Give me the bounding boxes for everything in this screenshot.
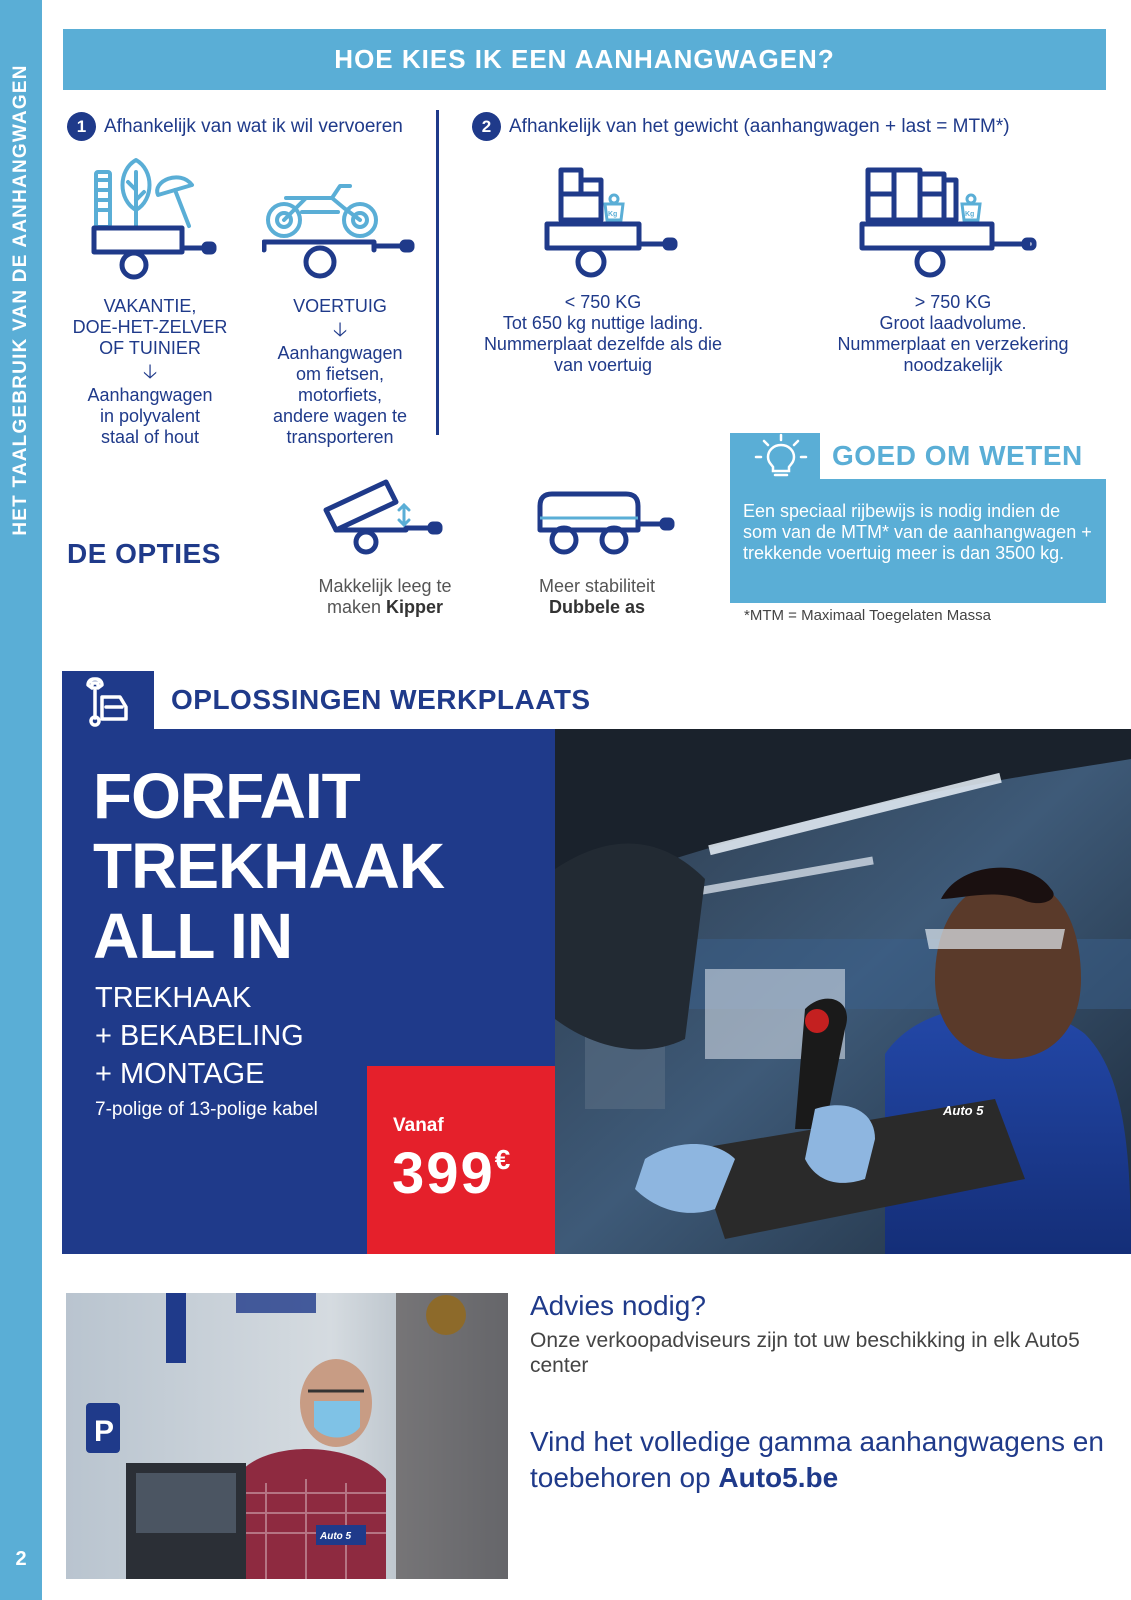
step-1-label: Afhankelijk van wat ik wil vervoeren	[104, 115, 403, 137]
option-vehicle-caption: VOERTUIG 🡣 Aanhangwagen om fietsen, motorfiets, andere wagen te transporteren	[250, 296, 430, 448]
column-divider	[436, 110, 439, 435]
option-holiday-caption: VAKANTIE, DOE-HET-ZELVER OF TUINIER 🡣 Aanhangwagen in polyvalent staal of hout	[60, 296, 240, 448]
tipper-caption: Makkelijk leeg te maken Kipper	[318, 576, 452, 617]
side-strip	[0, 0, 42, 1600]
shirt-logo: Auto 5	[320, 1531, 352, 1542]
promo-items: TREKHAAK + BEKABELING + MONTAGE	[95, 982, 304, 1090]
garden-trailer-icon	[88, 150, 228, 285]
weight-tag-large: Kg	[965, 211, 975, 218]
tipper-trailer-icon	[322, 478, 444, 558]
side-label: HET TAALGEBRUIK VAN DE AANHANGWAGEN	[10, 64, 31, 536]
light-trailer-icon	[543, 166, 688, 286]
price-value: 399€	[392, 1141, 511, 1206]
heavy-trailer-caption: > 750 KG Groot laadvolume. Nummerplaat en verzekering noodzakelijk	[837, 292, 1069, 375]
step-2-heading	[472, 112, 1010, 141]
advice-text: Onze verkoopadviseurs zijn tot uw beschikking in elk Auto5 center	[530, 1329, 1080, 1377]
wrench-car-icon	[62, 671, 154, 731]
section-banner: HOE KIES IK EEN AANHANGWAGEN?	[63, 29, 1106, 90]
workshop-icon-box	[62, 671, 154, 731]
promo-title: FORFAIT TREKHAAK ALL IN	[93, 760, 445, 972]
full-range-text: Vind het volledige gamma aanhangwagens en toebehoren op Auto5.be	[530, 1426, 1104, 1493]
mtm-footnote: *MTM = Maximaal Toegelaten Massa	[744, 607, 991, 624]
good-to-know-title: GOED OM WETEN	[820, 433, 1106, 479]
weight-tag-small: Kg	[608, 211, 618, 218]
options-title: DE OPTIES	[67, 538, 221, 569]
lightbulb-icon	[748, 433, 814, 479]
step-2-number: 2	[472, 112, 501, 141]
light-trailer-caption: < 750 KG Tot 650 kg nuttige lading. Nummerplaat dezelfde als die van voertuig	[483, 292, 723, 375]
advisor-photo	[66, 1293, 508, 1579]
motorcycle-trailer-icon	[262, 178, 422, 288]
step-1-heading	[67, 112, 403, 141]
parking-sign: P	[94, 1415, 115, 1448]
arrow-down-icon: 🡣	[332, 319, 348, 341]
advice-title: Advies nodig?	[530, 1290, 706, 1321]
step-2-label: Afhankelijk van het gewicht (aanhangwagen + last = MTM*)	[509, 115, 1010, 137]
double-axle-trailer-icon	[536, 490, 678, 560]
page-number: 2	[15, 1548, 27, 1570]
good-to-know-box	[730, 433, 1106, 603]
jacket-logo: Auto 5	[943, 1103, 984, 1118]
mechanic-photo	[555, 729, 1131, 1254]
step-1-number: 1	[67, 112, 96, 141]
auto5-link[interactable]: Auto5.be	[718, 1462, 839, 1493]
arrow-down-icon: 🡣	[142, 361, 158, 383]
workshop-title: OPLOSSINGEN WERKPLAATS	[171, 684, 591, 715]
double-axle-caption: Meer stabiliteit Dubbele as	[538, 576, 656, 617]
good-to-know-text: Een speciaal rijbewijs is nodig indien de som van de MTM* van de aanhangwagen + trekkende voertuig meer is dan 3500 kg.	[743, 501, 1092, 563]
promo-cable-note: 7-polige of 13-polige kabel	[95, 1099, 318, 1120]
price-badge	[367, 1066, 556, 1254]
price-from-label: Vanaf	[393, 1115, 444, 1136]
heavy-trailer-icon	[858, 166, 1048, 286]
